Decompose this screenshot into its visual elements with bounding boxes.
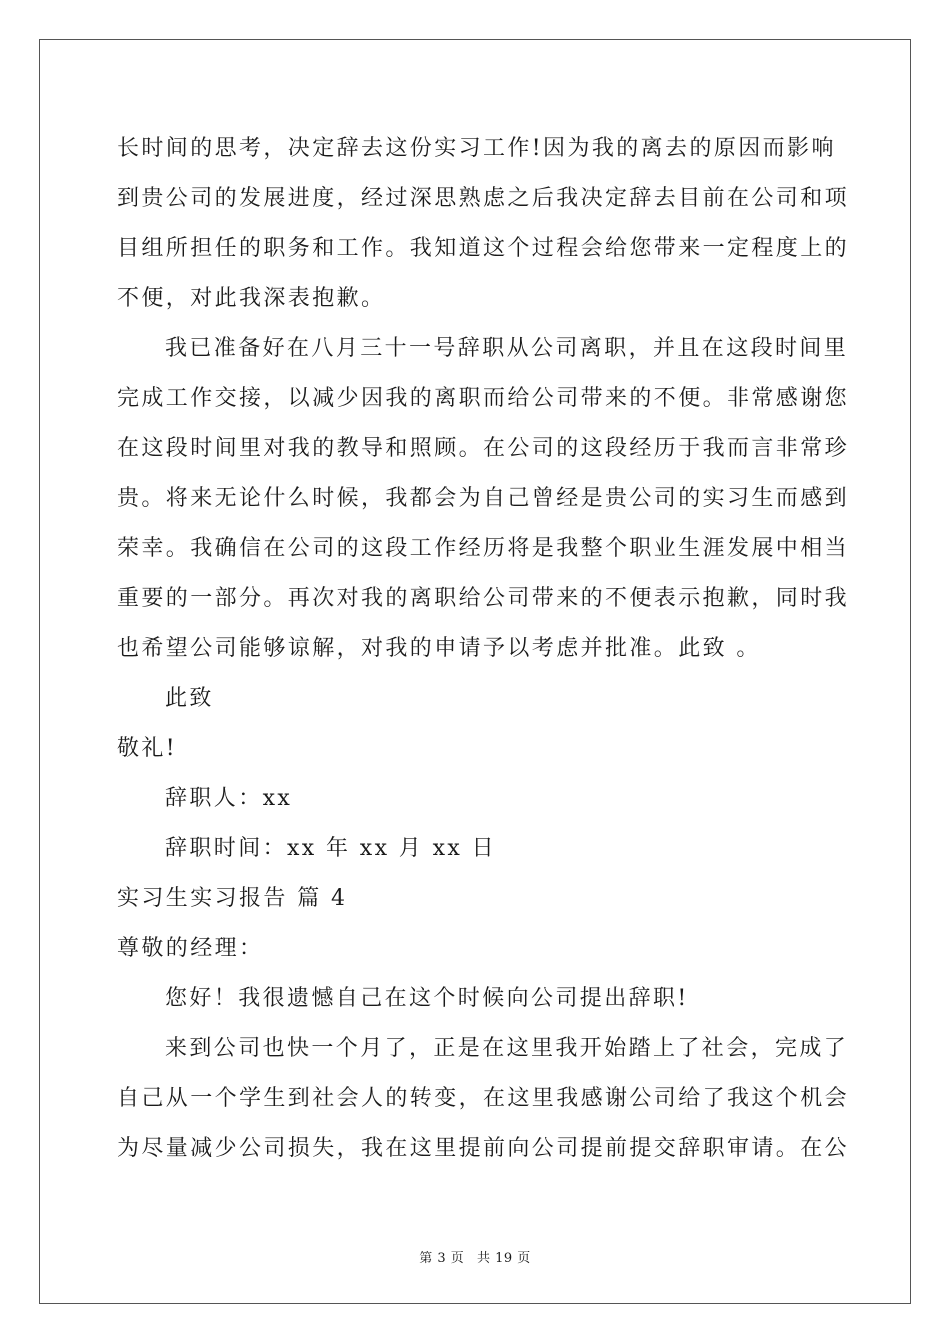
document-body — [117, 128, 850, 1178]
page-total: 共 19 页 — [476, 1251, 531, 1266]
signature-line: 辞职人：xx — [165, 786, 293, 811]
paragraph-line: 来到公司也快一个月了，正是在这里我开始踏上了社会，完成了 — [165, 1036, 849, 1061]
paragraph-line: 也希望公司能够谅解，对我的申请予以考虑并批准。此致 。 — [117, 636, 761, 661]
paragraph-line: 贵。将来无论什么时候，我都会为自己曾经是贵公司的实习生而感到 — [117, 486, 850, 511]
paragraph-line: 目组所担任的职务和工作。我知道这个过程会给您带来一定程度上的 — [117, 236, 850, 261]
paragraph-line: 在这段时间里对我的教导和照顾。在公司的这段经历于我而言非常珍 — [117, 436, 850, 461]
paragraph-line: 自己从一个学生到社会人的转变，在这里我感谢公司给了我这个机会 — [117, 1086, 850, 1111]
paragraph-line: 不便，对此我深表抱歉。 — [117, 286, 386, 311]
salutation-line: 敬礼! — [117, 736, 178, 761]
section-heading: 实习生实习报告 篇 4 — [117, 886, 348, 911]
paragraph-line: 为尽量减少公司损失，我在这里提前向公司提前提交辞职审请。在公 — [117, 1136, 850, 1161]
paragraph-line: 我已准备好在八月三十一号辞职从公司离职，并且在这段时间里 — [165, 336, 849, 361]
greeting-line: 尊敬的经理： — [117, 936, 264, 961]
paragraph-line: 重要的一部分。再次对我的离职给公司带来的不便表示抱歉，同时我 — [117, 586, 850, 611]
paragraph-line: 您好！我很遗憾自己在这个时候向公司提出辞职! — [165, 986, 689, 1011]
closing-line: 此致 — [165, 686, 214, 711]
paragraph-line: 完成工作交接，以减少因我的离职而给公司带来的不便。非常感谢您 — [117, 386, 850, 411]
date-line: 辞职时间：xx 年 xx 月 xx 日 — [165, 836, 497, 861]
page-footer — [0, 1247, 950, 1266]
page-number: 第 3 页 — [419, 1251, 465, 1266]
paragraph-line: 到贵公司的发展进度，经过深思熟虑之后我决定辞去目前在公司和项 — [117, 186, 850, 211]
paragraph-line: 长时间的思考，决定辞去这份实习工作!因为我的离去的原因而影响 — [117, 136, 836, 161]
paragraph-line: 荣幸。我确信在公司的这段工作经历将是我整个职业生涯发展中相当 — [117, 536, 850, 561]
